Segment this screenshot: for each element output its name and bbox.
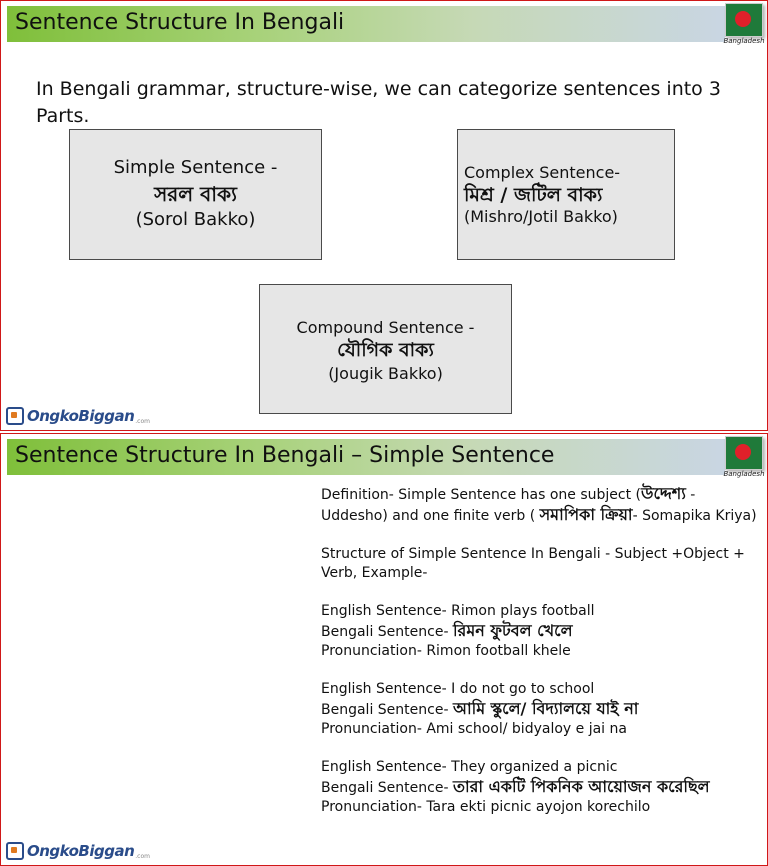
example-1-english: English Sentence- Rimon plays football [321,603,595,619]
bangladesh-flag-icon [723,3,763,47]
example-2-english: English Sentence- I do not go to school [321,681,595,697]
simple-sentence-label: Simple Sentence - [113,157,278,178]
logo-icon [6,407,24,425]
structure-text: Structure of Simple Sentence In Bengali - Subject +Object + Verb, Example- [321,546,745,581]
simple-sentence-bengali: সরল বাক্য [154,182,237,206]
simple-sentence-box [69,129,322,260]
logo-domain: .com [135,417,150,425]
example-3-pronunciation: Pronunciation- Tara ekti picnic ayojon korechilo [321,799,651,815]
intro-text: In Bengali grammar, structure-wise, we can categorize sentences into 3 Parts. [36,78,721,127]
complex-sentence-roman: (Mishro/Jotil Bakko) [464,207,618,226]
complex-sentence-label: Complex Sentence- [464,163,621,182]
ongkobiggan-logo [6,405,150,427]
logo-icon [6,842,24,860]
compound-sentence-label: Compound Sentence - [296,318,475,337]
simple-sentence-roman: (Sorol Bakko) [135,209,256,230]
example-2-bengali [321,699,761,720]
definition-part: - Uddesho) and one finite verb ( [321,487,696,524]
logo-domain: .com [135,852,150,860]
compound-sentence-roman: (Jougik Bakko) [328,364,443,383]
complex-sentence-box [457,129,675,260]
example-1-bengali [321,621,761,642]
slide-1 [0,0,768,431]
compound-sentence-box [259,284,512,414]
ongkobiggan-logo [6,840,150,862]
bengali-label: Bengali Sentence- [321,624,453,640]
flag-caption: Bangladesh [723,37,765,45]
complex-sentence-bengali: মিশ্র / জটিল বাক্য [464,184,603,206]
definition-bengali-subject: উদ্দেশ্য [641,484,686,503]
definition-text [321,484,761,526]
bengali-label: Bengali Sentence- [321,780,453,796]
flag-caption: Bangladesh [723,470,765,478]
title-bar [7,6,725,42]
simple-sentence-content [321,484,761,817]
title-bar [7,439,725,475]
slide-title: Sentence Structure In Bengali [15,10,345,35]
definition-part: - Somapika Kriya) [632,508,757,524]
example-3-english: English Sentence- They organized a picnic [321,759,618,775]
example-1-pronunciation: Pronunciation- Rimon football khele [321,643,571,659]
example-2-pronunciation: Pronunciation- Ami school/ bidyaloy e jai na [321,721,627,737]
logo-text: OngkoBiggan [27,407,135,425]
bengali-sentence: আমি স্কুলে/ বিদ্যালয়ে যাই না [452,699,639,718]
bengali-sentence: রিমন ফুটবল খেলে [452,621,573,640]
logo-text: OngkoBiggan [27,842,135,860]
slide-2 [0,433,768,866]
compound-sentence-bengali: যৌগিক বাক্য [337,339,434,361]
bangladesh-flag-icon [723,436,763,480]
bengali-label: Bengali Sentence- [321,702,453,718]
example-3-bengali [321,777,761,798]
bengali-sentence: তারা একটি পিকনিক আয়োজন করেছিল [452,777,710,796]
definition-bengali-verb: সমাপিকা ক্রিয়া [539,505,633,524]
definition-part: Definition- Simple Sentence has one subject ( [321,487,642,503]
slide-title: Sentence Structure In Bengali – Simple Sentence [15,443,555,468]
